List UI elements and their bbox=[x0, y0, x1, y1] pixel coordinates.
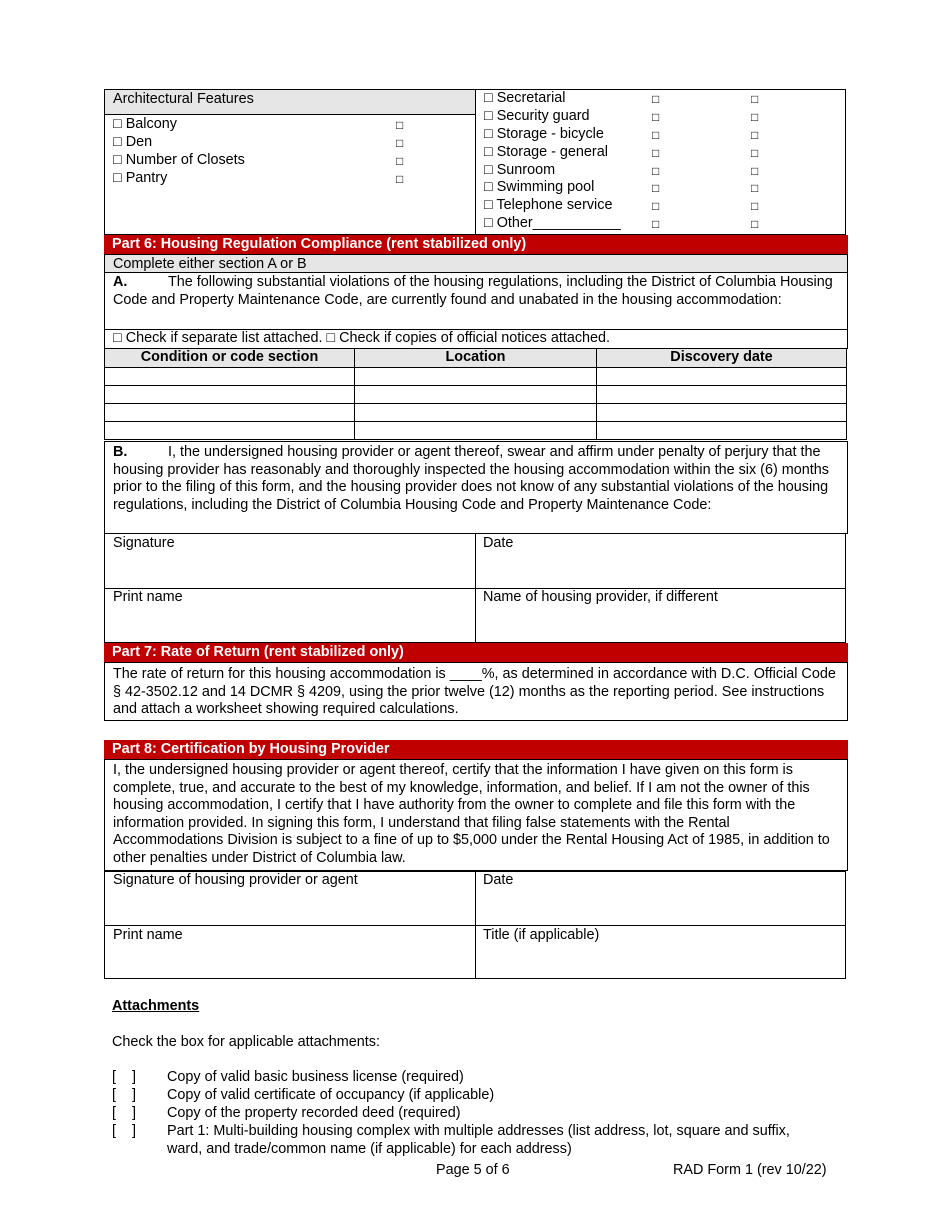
violations-table bbox=[104, 348, 847, 440]
checkbox-icon[interactable]: □ bbox=[484, 215, 493, 232]
signature-field[interactable]: Signature bbox=[113, 535, 175, 551]
checkbox-icon[interactable]: □ bbox=[484, 179, 493, 196]
table-cell[interactable] bbox=[355, 421, 597, 439]
table-cell[interactable] bbox=[105, 385, 355, 403]
list-item[interactable]: □ Storage - bicycle □ □ bbox=[484, 126, 844, 144]
table-cell[interactable] bbox=[597, 385, 847, 403]
part6-subtitle: Complete either section A or B bbox=[104, 254, 848, 273]
list-item[interactable]: □ Telephone service □ □ bbox=[484, 197, 844, 215]
table-cell[interactable] bbox=[597, 403, 847, 421]
checkbox-icon[interactable]: □ bbox=[652, 181, 660, 196]
arch-left-list bbox=[113, 116, 473, 188]
print-name-field[interactable]: Print name bbox=[113, 927, 183, 943]
table-header-row bbox=[105, 349, 847, 368]
checkbox-icon[interactable]: □ bbox=[484, 197, 493, 214]
checkbox-icon[interactable]: □ bbox=[751, 217, 759, 232]
table-cell[interactable] bbox=[355, 385, 597, 403]
part7-title: Part 7: Rate of Return (rent stabilized only) bbox=[104, 643, 848, 662]
checkbox-icon[interactable]: □ bbox=[396, 172, 404, 186]
part8-text: I, the undersigned housing provider or agent thereof, certify that the information I have given on this form is complete, true, and accurate to the best of my knowledge, information, and belief. If I am not the owner of this housing accommodation, I certify that I have authority from the owner to complete and file this form with the information provided. In signing this form, I understand that filing false statements with the Rental Accommodations Division is subject to a fine of up to $5,000 under the Rental Housing Act of 1985, in addition to other penalties under District of Columbia law. bbox=[113, 762, 830, 866]
checkbox-icon[interactable]: □ bbox=[113, 170, 122, 186]
checkbox-icon[interactable]: □ bbox=[751, 163, 759, 178]
table-cell[interactable] bbox=[105, 367, 355, 385]
list-item[interactable]: □ Pantry □ bbox=[113, 170, 473, 188]
print-name-field[interactable]: Print name bbox=[113, 589, 183, 605]
attachment-checkbox[interactable]: [ ] bbox=[112, 1087, 136, 1103]
checkbox-icon[interactable]: □ bbox=[113, 152, 122, 168]
attachment-item[interactable]: [ ] Copy of valid basic business license (required) bbox=[112, 1069, 464, 1085]
attachment-checkbox[interactable]: [ ] bbox=[112, 1105, 136, 1121]
table-cell[interactable] bbox=[105, 421, 355, 439]
checkbox-icon[interactable]: □ bbox=[751, 145, 759, 160]
check-line[interactable]: □ Check if separate list attached. □ Check if copies of official notices attached. bbox=[113, 330, 611, 346]
checkbox-icon[interactable]: □ bbox=[484, 161, 493, 178]
table-row bbox=[105, 403, 847, 421]
attachment-item[interactable]: [ ] Part 1: Multi-building housing complex with multiple addresses (list address, lot, square and suffix, ward, and trade/common name (if applicable) for each address) bbox=[112, 1123, 790, 1157]
list-item[interactable]: □ Secretarial □ □ bbox=[484, 90, 844, 108]
checkbox-icon[interactable]: □ bbox=[652, 145, 660, 160]
date-field[interactable]: Date bbox=[483, 535, 514, 551]
list-item[interactable]: □ Storage - general □ □ bbox=[484, 144, 844, 162]
column-header: Condition or code section bbox=[105, 349, 355, 368]
checkbox-icon[interactable]: □ bbox=[484, 107, 493, 124]
part6-title: Part 6: Housing Regulation Compliance (rent stabilized only) bbox=[104, 235, 848, 254]
list-item[interactable]: □ Balcony □ bbox=[113, 116, 473, 134]
title-field[interactable]: Title (if applicable) bbox=[483, 927, 600, 943]
table-cell[interactable] bbox=[355, 403, 597, 421]
list-item[interactable]: □ Sunroom □ □ bbox=[484, 162, 844, 180]
checkbox-icon[interactable]: □ bbox=[751, 92, 759, 106]
checkbox-icon[interactable]: □ bbox=[113, 134, 122, 150]
part8-title: Part 8: Certification by Housing Provider bbox=[104, 740, 848, 759]
date-field[interactable]: Date bbox=[483, 872, 514, 888]
page-number: Page 5 of 6 bbox=[436, 1162, 510, 1178]
checkbox-icon[interactable]: □ bbox=[484, 125, 493, 142]
section-a-text: A. The following substantial violations of the housing regulations, including the District of Columbia Housing Code and Property Maintenance Code, are currently found and unabated in the housing accommodation: bbox=[113, 274, 833, 308]
checkbox-icon[interactable]: □ bbox=[484, 90, 493, 106]
list-item[interactable]: □ Den □ bbox=[113, 134, 473, 152]
checkbox-icon[interactable]: □ bbox=[751, 199, 759, 214]
checkbox-icon[interactable]: □ bbox=[396, 136, 404, 150]
checkbox-icon[interactable]: □ bbox=[113, 116, 122, 132]
arch-right-list bbox=[484, 90, 844, 233]
table-cell[interactable] bbox=[105, 403, 355, 421]
checkbox-icon[interactable]: □ bbox=[652, 92, 660, 106]
attachment-checkbox[interactable]: [ ] bbox=[112, 1123, 136, 1139]
arch-header-label: Architectural Features bbox=[113, 91, 254, 107]
grid-divider bbox=[104, 925, 846, 926]
attachment-checkbox[interactable]: [ ] bbox=[112, 1069, 136, 1085]
list-item[interactable]: □ Security guard □ □ bbox=[484, 108, 844, 126]
checkbox-icon[interactable]: □ bbox=[652, 127, 660, 142]
checkbox-icon[interactable]: □ bbox=[652, 199, 660, 214]
checkbox-icon[interactable]: □ bbox=[652, 109, 660, 124]
arch-header bbox=[105, 90, 475, 115]
attachments-heading: Attachments bbox=[112, 998, 200, 1014]
checkbox-icon[interactable]: □ bbox=[652, 163, 660, 178]
checkbox-icon[interactable]: □ bbox=[751, 109, 759, 124]
checkbox-icon[interactable]: □ bbox=[751, 127, 759, 142]
table-cell[interactable] bbox=[597, 367, 847, 385]
checkbox-icon[interactable]: □ bbox=[751, 181, 759, 196]
list-item[interactable]: □ Number of Closets □ bbox=[113, 152, 473, 170]
attachment-item[interactable]: [ ] Copy of valid certificate of occupancy (if applicable) bbox=[112, 1087, 495, 1103]
grid-divider bbox=[104, 588, 846, 589]
arch-vertical-divider bbox=[475, 89, 476, 235]
table-cell[interactable] bbox=[355, 367, 597, 385]
section-b-text: B. I, the undersigned housing provider or agent thereof, swear and affirm under penalty of perjury that the housing provider has reasonably and thoroughly inspected the housing accommodation within the six (6) months prior to the filing of this form, and the housing provider does not know of any substantial violations of the housing regulations, including the District of Columbia Housing Code and Property Maintenance Code: bbox=[113, 444, 829, 513]
column-header: Discovery date bbox=[597, 349, 847, 368]
attachments-instruction: Check the box for applicable attachments: bbox=[112, 1034, 380, 1050]
column-header: Location bbox=[355, 349, 597, 368]
checkbox-icon[interactable]: □ bbox=[652, 217, 660, 232]
form-id: RAD Form 1 (rev 10/22) bbox=[673, 1162, 827, 1178]
table-cell[interactable] bbox=[597, 421, 847, 439]
provider-signature-field[interactable]: Signature of housing provider or agent bbox=[113, 872, 358, 888]
checkbox-icon[interactable]: □ bbox=[396, 154, 404, 168]
checkbox-icon[interactable]: □ bbox=[484, 143, 493, 160]
table-row bbox=[105, 421, 847, 439]
table-row bbox=[105, 385, 847, 403]
list-item[interactable]: □ Swimming pool □ □ bbox=[484, 179, 844, 197]
part7-text: The rate of return for this housing accommodation is ____%, as determined in accordance with D.C. Official Code § 42-3502.12 and 14 DCMR § 4209, using the prior twelve (12) months as the reporting period. See instructions and attach a worksheet showing required calculations. bbox=[113, 666, 836, 717]
table-row bbox=[105, 367, 847, 385]
attachment-item[interactable]: [ ] Copy of the property recorded deed (required) bbox=[112, 1105, 461, 1121]
checkbox-icon[interactable]: □ bbox=[396, 118, 404, 132]
list-item[interactable]: □ Other___________ □ □ bbox=[484, 215, 844, 233]
provider-name-field[interactable]: Name of housing provider, if different bbox=[483, 589, 718, 605]
